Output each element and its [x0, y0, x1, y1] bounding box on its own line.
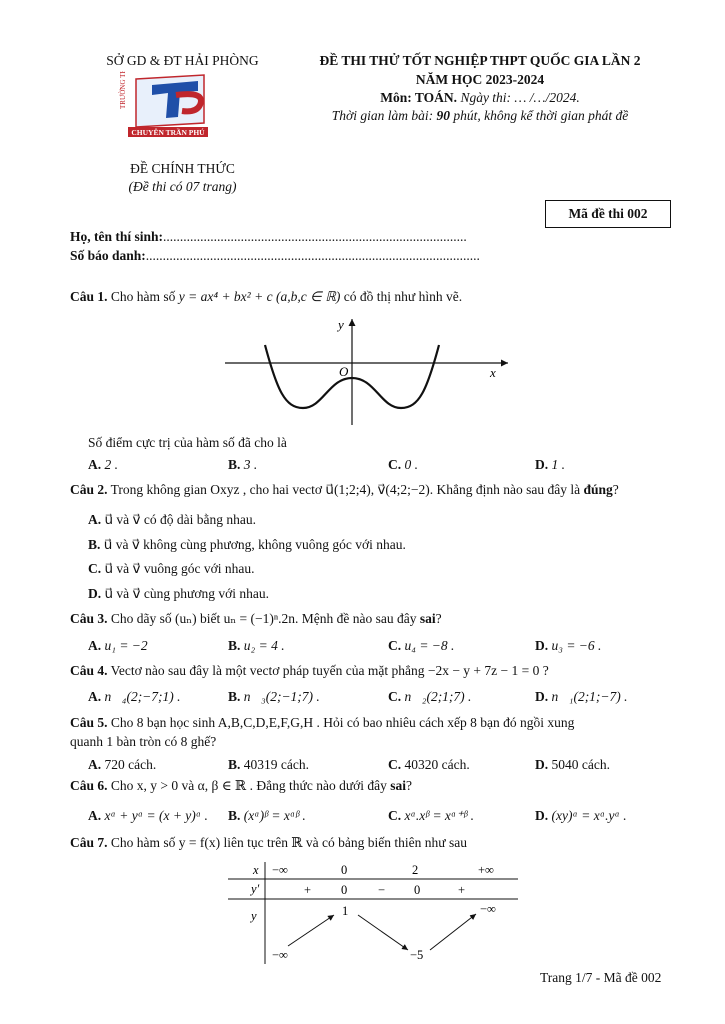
- q5-stem-line1: Câu 5. Cho 8 bạn học sinh A,B,C,D,E,F,G,H . Hỏi có bao nhiêu cách xếp 8 bạn đó ngồi xung: [70, 715, 575, 730]
- q2-stem: Câu 2. Trong không gian Oxyz , cho hai vectơ u⃗(1;2;4), v⃗(4;2;−2). Khẳng định nào sau đây là đúng?: [70, 482, 619, 497]
- student-id-field[interactable]: ...................................................................................................: [145, 248, 480, 263]
- q2-option-d[interactable]: D. u⃗ và v⃗ cùng phương với nhau.: [88, 586, 269, 601]
- q2-option-b[interactable]: B. u⃗ và v⃗ không cùng phương, không vuông góc với nhau.: [88, 537, 406, 552]
- svg-text:−: −: [378, 883, 386, 897]
- q1-option-d[interactable]: D. 1 .: [535, 457, 565, 472]
- q4-option-d[interactable]: D. n⃗₁(2;1;−7) .: [535, 689, 628, 704]
- q4-option-b[interactable]: B. n⃗₃(2;−1;7) .: [228, 689, 320, 704]
- svg-text:1: 1: [342, 904, 349, 918]
- svg-text:2: 2: [412, 863, 419, 877]
- q3-stem: Câu 3. Cho dãy số (uₙ) biết uₙ = (−1)ⁿ.2n. Mệnh đề nào sau đây sai?: [70, 611, 442, 626]
- q1-option-b[interactable]: B. 3 .: [228, 457, 258, 472]
- department: SỞ GD & ĐT HẢI PHÒNG: [106, 53, 259, 68]
- svg-text:TRƯỜNG THPT: TRƯỜNG THPT: [119, 71, 127, 109]
- exam-date: Ngày thi: … /…/2024.: [460, 90, 580, 105]
- pages-note: (Đề thi có 07 trang): [128, 179, 237, 194]
- q1-option-a[interactable]: A. 2 .: [88, 457, 118, 472]
- svg-text:+: +: [304, 883, 312, 897]
- q6-stem: Câu 6. Cho x, y > 0 và α, β ∈ ℝ . Đẳng thức nào dưới đây sai?: [70, 778, 413, 793]
- q5-option-d[interactable]: D. 5040 cách.: [535, 757, 610, 772]
- svg-text:−5: −5: [410, 948, 424, 962]
- q4-option-c[interactable]: C. n⃗₂(2;1;7) .: [388, 689, 472, 704]
- q1-stem: Câu 1. Cho hàm số y = ax⁴ + bx² + c (a,b,c ∈ ℝ) có đồ thị như hình vẽ.: [70, 289, 463, 304]
- official-label: ĐỀ CHÍNH THỨC: [130, 161, 235, 176]
- logo-text: CHUYÊN TRẦN PHÚ: [131, 128, 205, 137]
- q6-option-b[interactable]: B. (xᵅ)ᵝ = xᵅᵝ .: [228, 808, 306, 823]
- q1-graph: [225, 315, 515, 430]
- svg-text:+: +: [458, 883, 466, 897]
- svg-text:0: 0: [341, 883, 348, 897]
- q1-option-c[interactable]: C. 0 .: [388, 457, 418, 472]
- school-logo: [118, 71, 216, 139]
- q2-option-c[interactable]: C. u⃗ và v⃗ vuông góc với nhau.: [88, 561, 255, 576]
- svg-text:−∞: −∞: [480, 902, 496, 916]
- student-id-line: Số báo danh:...................................................................................................: [70, 248, 480, 263]
- q3-option-d[interactable]: D. u₃ = −6 .: [535, 638, 602, 653]
- variation-table: [228, 858, 518, 968]
- q3-option-a[interactable]: A. u₁ = −2: [88, 638, 148, 653]
- q3-option-c[interactable]: C. u₄ = −8 .: [388, 638, 455, 653]
- svg-text:0: 0: [414, 883, 421, 897]
- q6-option-a[interactable]: A. xᵅ + yᵅ = (x + y)ᵅ .: [88, 808, 208, 823]
- q5-option-a[interactable]: A. 720 cách.: [88, 757, 157, 772]
- subject: Môn: TOÁN.: [380, 90, 458, 105]
- school-year: NĂM HỌC 2023-2024: [415, 72, 545, 87]
- origin-label: O: [339, 364, 349, 379]
- y-axis-label: y: [338, 317, 344, 332]
- q5-stem-line2: quanh 1 bàn tròn có 8 ghế?: [70, 734, 217, 749]
- duration-line: Thời gian làm bài: 90 phút, không kể thời gian phát đề: [331, 108, 629, 123]
- row-label-x: x: [253, 863, 259, 877]
- student-name-field[interactable]: ..........................................................................................: [163, 229, 467, 244]
- q6-option-d[interactable]: D. (xy)ᵅ = xᵅ.yᵅ .: [535, 808, 627, 823]
- q7-stem: Câu 7. Cho hàm số y = f(x) liên tục trên ℝ và có bảng biến thiên như sau: [70, 835, 467, 850]
- svg-text:+∞: +∞: [478, 863, 494, 877]
- exam-code-box: Mã đề thi 002: [545, 200, 671, 228]
- row-label-yprime: y′: [251, 882, 260, 896]
- q4-option-a[interactable]: A. n⃗₄(2;−7;1) .: [88, 689, 181, 704]
- q5-option-c[interactable]: C. 40320 cách.: [388, 757, 470, 772]
- q4-stem: Câu 4. Vectơ nào sau đây là một vectơ pháp tuyến của mặt phẳng −2x − y + 7z − 1 = 0 ?: [70, 663, 549, 678]
- q2-option-a[interactable]: A. u⃗ và v⃗ có độ dài bằng nhau.: [88, 512, 257, 527]
- x-axis-label: x: [490, 365, 496, 380]
- q6-option-c[interactable]: C. xᵅ.xᵝ = xᵅ⁺ᵝ .: [388, 808, 475, 823]
- svg-text:−∞: −∞: [272, 863, 288, 877]
- page-footer: Trang 1/7 - Mã đề 002: [540, 970, 662, 985]
- svg-text:−∞: −∞: [272, 948, 288, 962]
- row-label-y: y: [251, 909, 257, 923]
- q1-prompt: Số điểm cực trị của hàm số đã cho là: [88, 435, 287, 450]
- subject-line: [290, 90, 670, 106]
- q3-option-b[interactable]: B. u₂ = 4 .: [228, 638, 285, 653]
- svg-text:0: 0: [341, 863, 348, 877]
- q5-option-b[interactable]: B. 40319 cách.: [228, 757, 309, 772]
- exam-title: ĐỀ THI THỬ TỐT NGHIỆP THPT QUỐC GIA LẦN 2: [319, 53, 641, 68]
- student-name-line: Họ, tên thí sinh:..........................................................................................: [70, 229, 467, 244]
